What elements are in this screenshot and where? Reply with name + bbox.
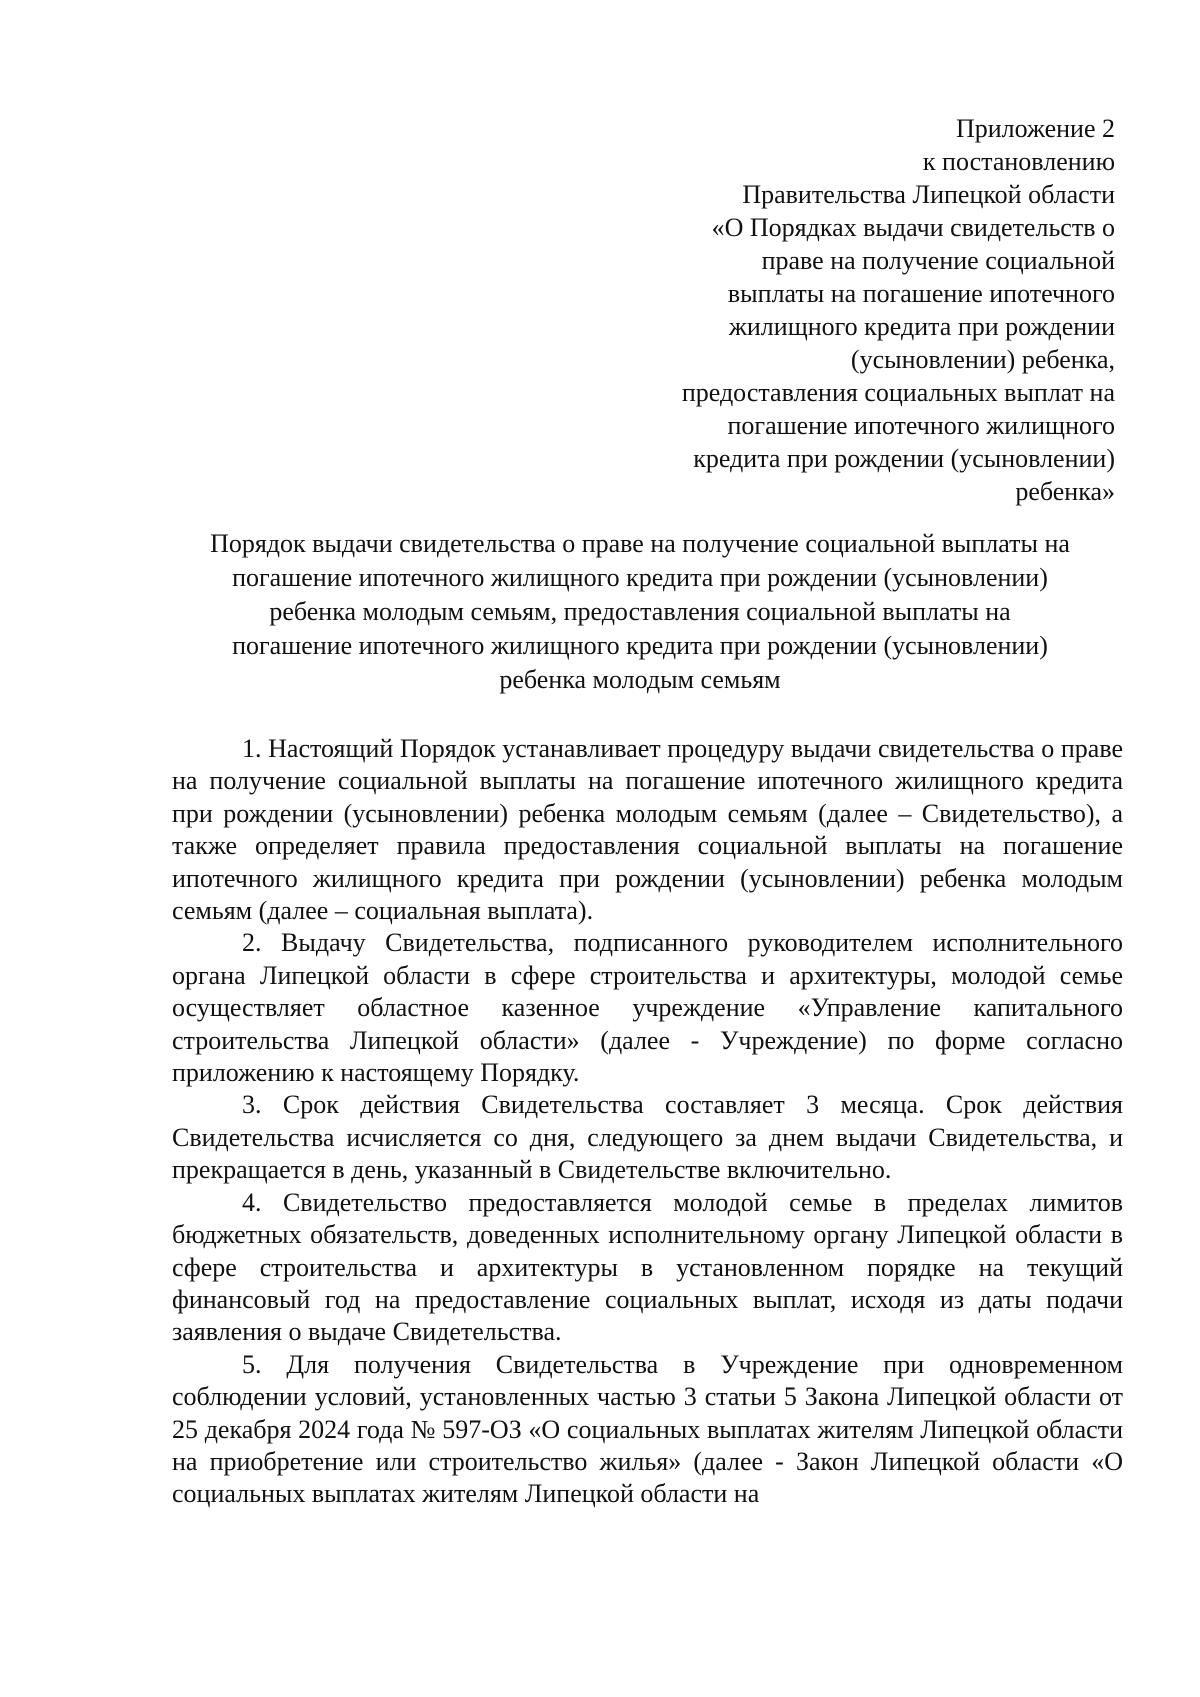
document-title (160, 527, 1120, 697)
paragraph-1: 1. Настоящий Порядок устанавливает процедуру выдачи свидетельства о праве на получение социальной выплаты на погашение ипотечного жилищного кредита при рождении (усыновлении) ребенка молодым семьям (далее – Свидетельство), а также определяет правила предоставления социальной выплаты на погашение ипотечного жилищного кредита при рождении (усыновлении) ребенка молодым семьям (далее – социальная выплата). (172, 734, 1123, 926)
appendix-line: кредита при рождении (усыновлении) (693, 444, 1115, 473)
title-line: Порядок выдачи свидетельства о праве на получение социальной выплаты на (210, 529, 1070, 558)
appendix-line: Приложение 2 (955, 114, 1115, 143)
paragraph-4: 4. Свидетельство предоставляется молодой семье в пределах лимитов бюджетных обязательств, доведенных исполнительному органу Липецкой области в сфере строительства и архитектуры в установленном порядке на текущий финансовый год на предоставление социальных выплат, исходя из даты подачи заявления о выдаче Свидетельства. (172, 1187, 1123, 1347)
document-body (172, 733, 1123, 1511)
appendix-header (595, 112, 1115, 508)
title-line: ребенка молодым семьям, предоставления социальной выплаты на (269, 597, 1011, 626)
appendix-line: Правительства Липецкой области (742, 180, 1115, 209)
paragraph-2: 2. Выдачу Свидетельства, подписанного руководителем исполнительного органа Липецкой области в сфере строительства и архитектуры, молодой семье осуществляет областное казенное учреждение «Управление капитального строительства Липецкой области» (далее - Учреждение) по форме согласно приложению к настоящему Порядку. (172, 928, 1123, 1088)
appendix-line: выплаты на погашение ипотечного (727, 279, 1115, 308)
appendix-line: ребенка» (1015, 477, 1115, 506)
appendix-line: погашение ипотечного жилищного (727, 411, 1115, 440)
appendix-line: к постановлению (922, 147, 1115, 176)
appendix-line: жилищного кредита при рождении (728, 312, 1115, 341)
appendix-line: праве на получение социальной (761, 246, 1115, 275)
title-line: ребенка молодым семьям (499, 665, 781, 694)
appendix-line: предоставления социальных выплат на (681, 378, 1115, 407)
title-line: погашение ипотечного жилищного кредита при рождении (усыновлении) (232, 631, 1048, 660)
appendix-line: «О Порядках выдачи свидетельств о (711, 213, 1115, 242)
title-line: погашение ипотечного жилищного кредита при рождении (усыновлении) (232, 563, 1048, 592)
paragraph-3: 3. Срок действия Свидетельства составляет 3 месяца. Срок действия Свидетельства исчисляется со дня, следующего за днем выдачи Свидетельства, и прекращается в день, указанный в Свидетельстве включительно. (172, 1090, 1123, 1185)
paragraph-5: 5. Для получения Свидетельства в Учреждение при одновременном соблюдении условий, установленных частью 3 статьи 5 Закона Липецкой области от 25 декабря 2024 года № 597-ОЗ «О социальных выплатах жителям Липецкой области на приобретение или строительство жилья» (далее - Закон Липецкой области «О социальных выплатах жителям Липецкой области на (172, 1349, 1123, 1509)
appendix-line: (усыновлении) ребенка, (850, 345, 1115, 374)
